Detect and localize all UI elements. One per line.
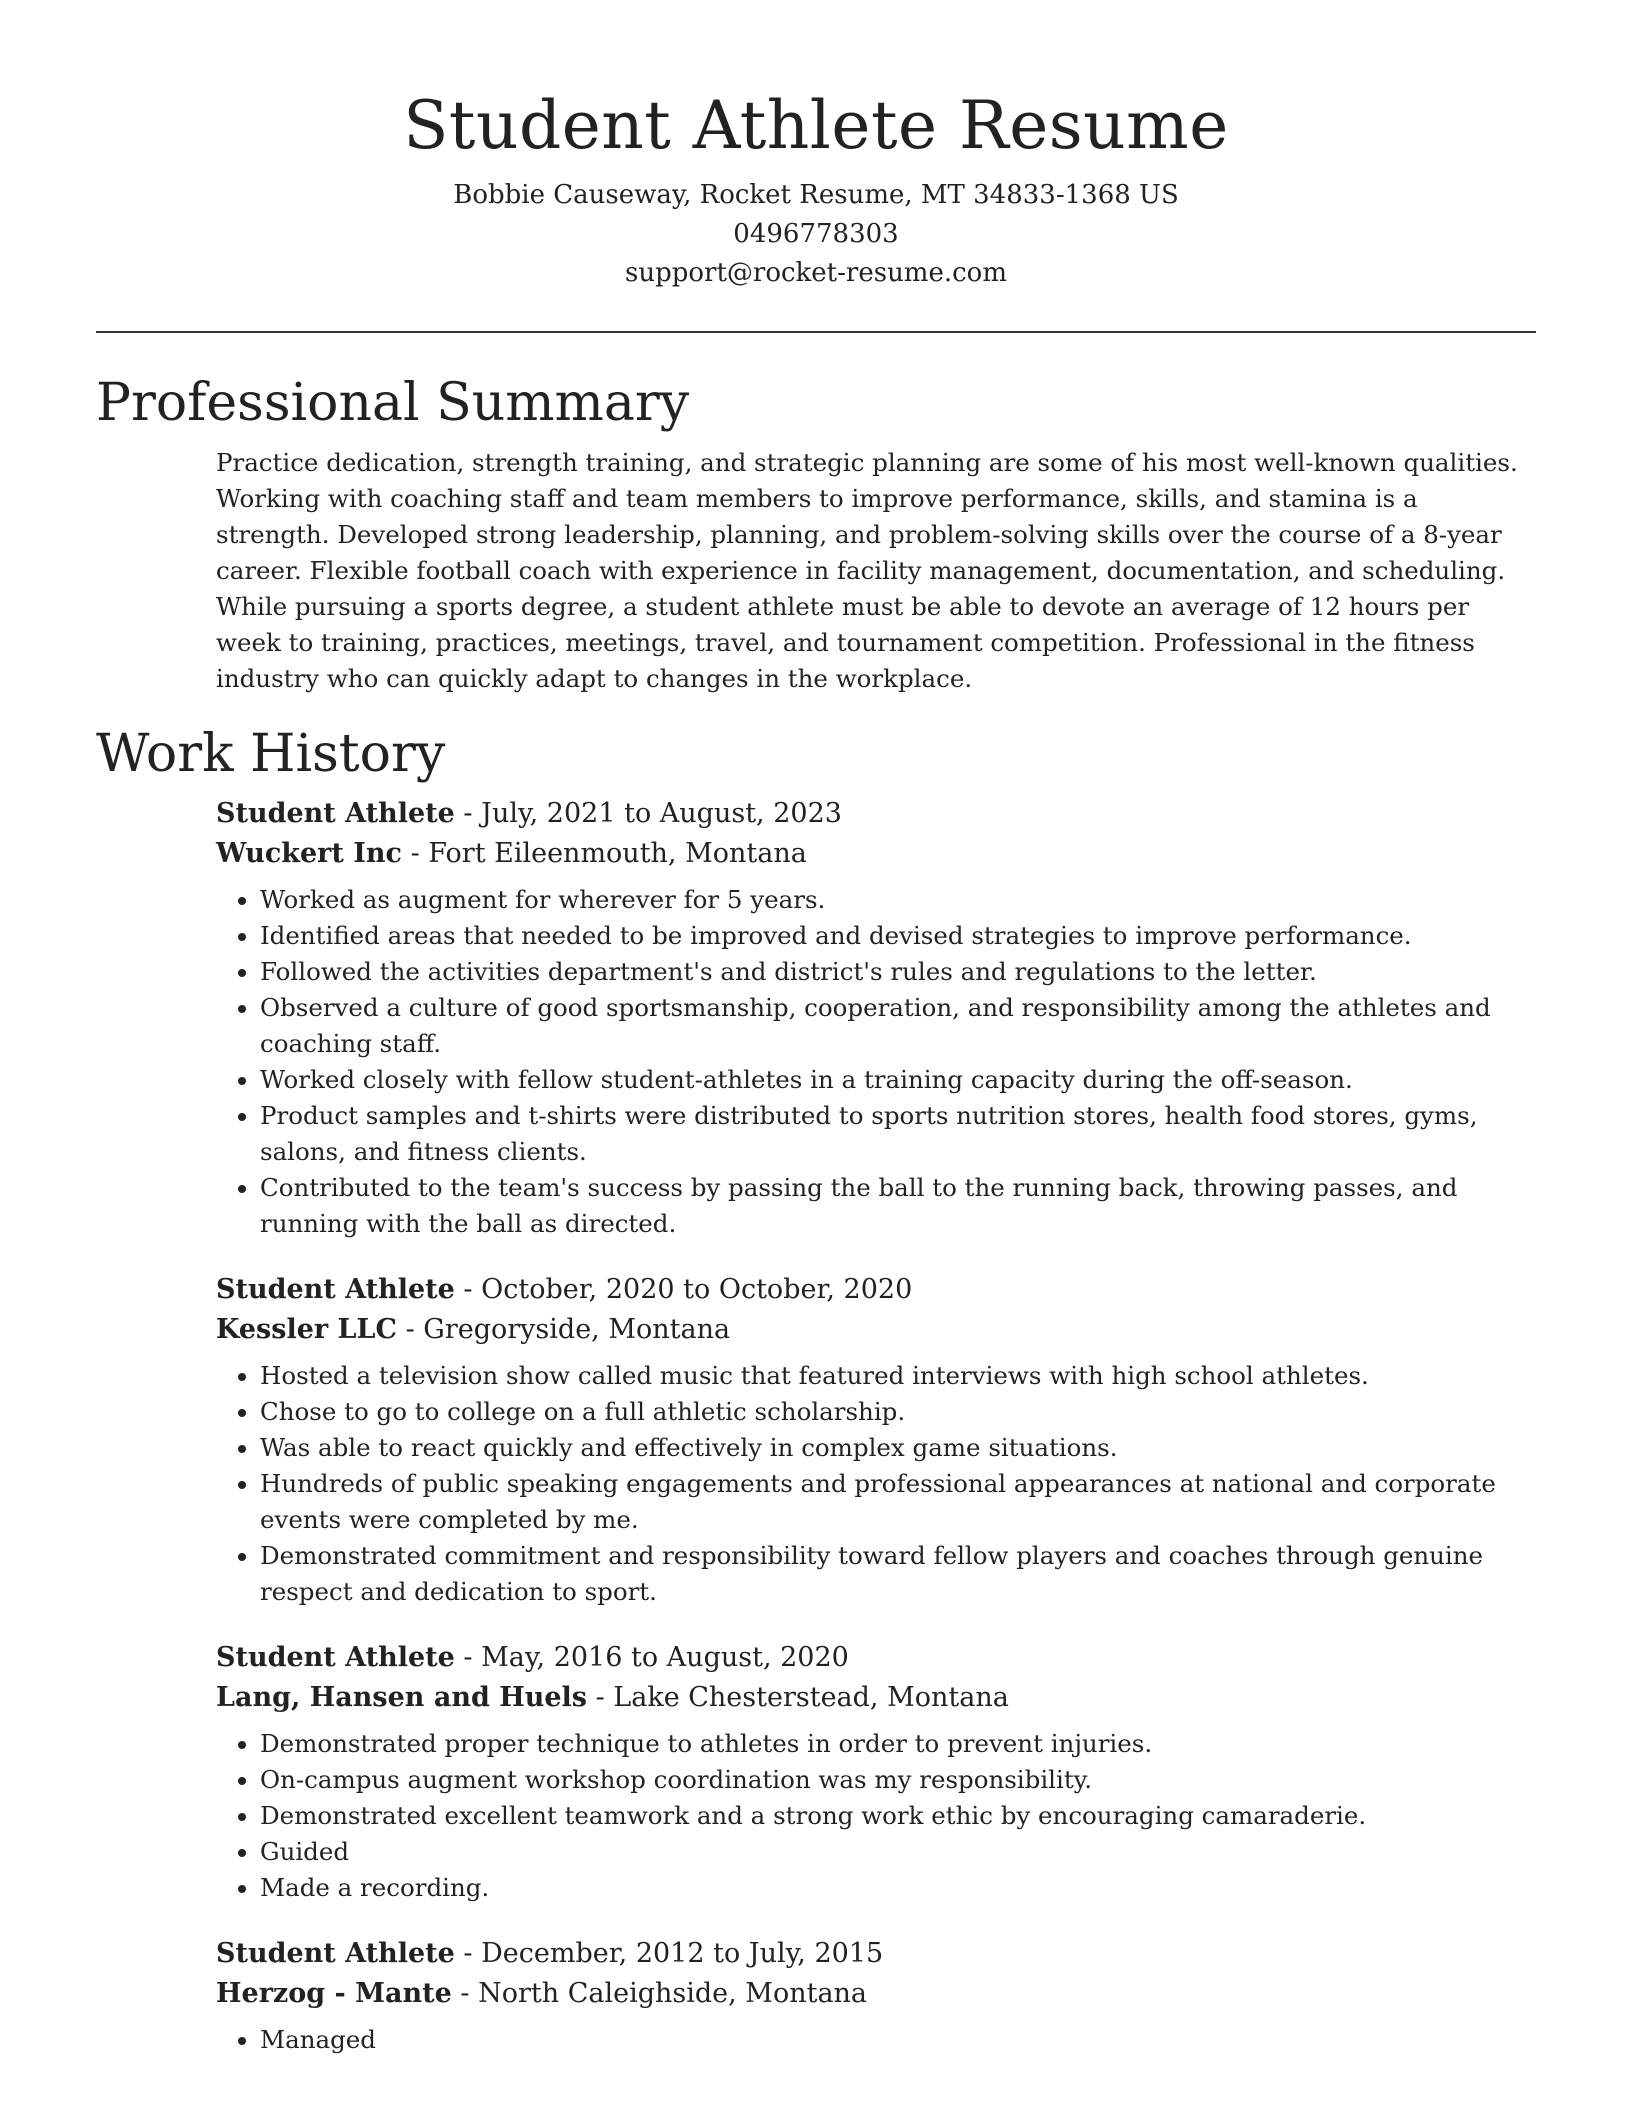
job-entry xyxy=(216,1270,1536,1610)
job-dates: - October, 2020 to October, 2020 xyxy=(454,1273,913,1305)
section-heading-work-history: Work History xyxy=(96,723,446,784)
job-bullet: • On-campus augment workshop coordination was my responsibility. xyxy=(260,1762,1536,1798)
summary-text: Practice dedication, strength training, and strategic planning are some of his most well-known qualities. Working with coaching staff and team members to improve performance, skills, and stamina is a strength. Developed strong leadership, planning, and problem-solving skills over the course of a 8-year career. Flexible football coach with experience in facility management, documentation, and scheduling. While pursuing a sports degree, a student athlete must be able to devote an average of 12 hours per week to training, practices, meetings, travel, and tournament competition. Professional in the fitness industry who can quickly adapt to changes in the workplace. xyxy=(216,448,1518,693)
job-bullets xyxy=(216,1726,1536,1906)
job-bullet: • Demonstrated proper technique to athletes in order to prevent injuries. xyxy=(260,1726,1536,1762)
job-location: - Gregoryside, Montana xyxy=(396,1313,731,1345)
job-title: Student Athlete xyxy=(216,1273,455,1305)
job-company: Herzog - Mante xyxy=(216,1977,452,2009)
job-bullet: • Demonstrated commitment and responsibility toward fellow players and coaches through genuine respect and dedication to sport. xyxy=(260,1538,1536,1610)
job-bullet: • Hundreds of public speaking engagements and professional appearances at national and corporate events were completed by me. xyxy=(260,1466,1536,1538)
job-company: Lang, Hansen and Huels xyxy=(216,1681,588,1713)
job-bullet: • Guided xyxy=(260,1834,1536,1870)
job-bullets xyxy=(216,2022,1536,2058)
job-bullet: • Identified areas that needed to be improved and devised strategies to improve performance. xyxy=(260,918,1536,954)
job-bullet: • Followed the activities department's and district's rules and regulations to the letter. xyxy=(260,954,1536,990)
resume-title: Student Athlete Resume xyxy=(403,87,1229,164)
job-dates: - July, 2021 to August, 2023 xyxy=(454,797,842,829)
job-bullet: • Observed a culture of good sportsmanship, cooperation, and responsibility among the athletes and coaching staff. xyxy=(260,990,1536,1062)
job-bullet: • Chose to go to college on a full athletic scholarship. xyxy=(260,1394,1536,1430)
section-heading-summary: Professional Summary xyxy=(96,373,690,433)
job-title-line xyxy=(216,1270,1536,1310)
job-title-line xyxy=(216,1638,1536,1678)
work-history-list xyxy=(216,794,1536,2058)
job-bullet: • Worked as augment for wherever for 5 years. xyxy=(260,882,1536,918)
job-bullet: • Was able to react quickly and effectively in complex game situations. xyxy=(260,1430,1536,1466)
job-company-line xyxy=(216,1678,1536,1718)
job-title: Student Athlete xyxy=(216,1937,455,1969)
job-title-line xyxy=(216,1934,1536,1974)
job-location: - Lake Chesterstead, Montana xyxy=(587,1681,1009,1713)
job-bullet: • Product samples and t-shirts were distributed to sports nutrition stores, health food stores, gyms, salons, and fitness clients. xyxy=(260,1098,1536,1170)
job-company-line xyxy=(216,834,1536,874)
contact-address: Bobbie Causeway, Rocket Resume, MT 34833-1368 US xyxy=(453,180,1179,210)
contact-email: support@rocket-resume.com xyxy=(624,258,1007,288)
job-bullet: • Demonstrated excellent teamwork and a strong work ethic by encouraging camaraderie. xyxy=(260,1798,1536,1834)
job-entry xyxy=(216,1638,1536,1906)
job-title: Student Athlete xyxy=(216,1641,455,1673)
job-company: Wuckert Inc xyxy=(216,837,402,869)
job-dates: - May, 2016 to August, 2020 xyxy=(454,1641,849,1673)
job-entry xyxy=(216,1934,1536,2058)
job-bullet: • Worked closely with fellow student-athletes in a training capacity during the off-season. xyxy=(260,1062,1536,1098)
job-title: Student Athlete xyxy=(216,797,455,829)
job-company-line xyxy=(216,1310,1536,1350)
job-company: Kessler LLC xyxy=(216,1313,397,1345)
job-bullet: • Managed xyxy=(260,2022,1536,2058)
job-bullets xyxy=(216,1358,1536,1610)
resume-page xyxy=(96,0,1536,2086)
job-dates: - December, 2012 to July, 2015 xyxy=(454,1937,884,1969)
job-bullet: • Hosted a television show called music that featured interviews with high school athletes. xyxy=(260,1358,1536,1394)
job-bullet: • Made a recording. xyxy=(260,1870,1536,1906)
job-bullet: • Contributed to the team's success by passing the ball to the running back, throwing passes, and running with the ball as directed. xyxy=(260,1170,1536,1242)
job-bullets xyxy=(216,882,1536,1242)
job-location: - North Caleighside, Montana xyxy=(451,1977,868,2009)
contact-info xyxy=(96,176,1536,293)
job-location: - Fort Eileenmouth, Montana xyxy=(401,837,807,869)
job-title-line xyxy=(216,794,1536,834)
header-divider xyxy=(96,331,1536,333)
job-entry xyxy=(216,794,1536,1242)
resume-header xyxy=(96,0,1536,293)
contact-phone: 0496778303 xyxy=(733,219,899,249)
job-company-line xyxy=(216,1974,1536,2014)
